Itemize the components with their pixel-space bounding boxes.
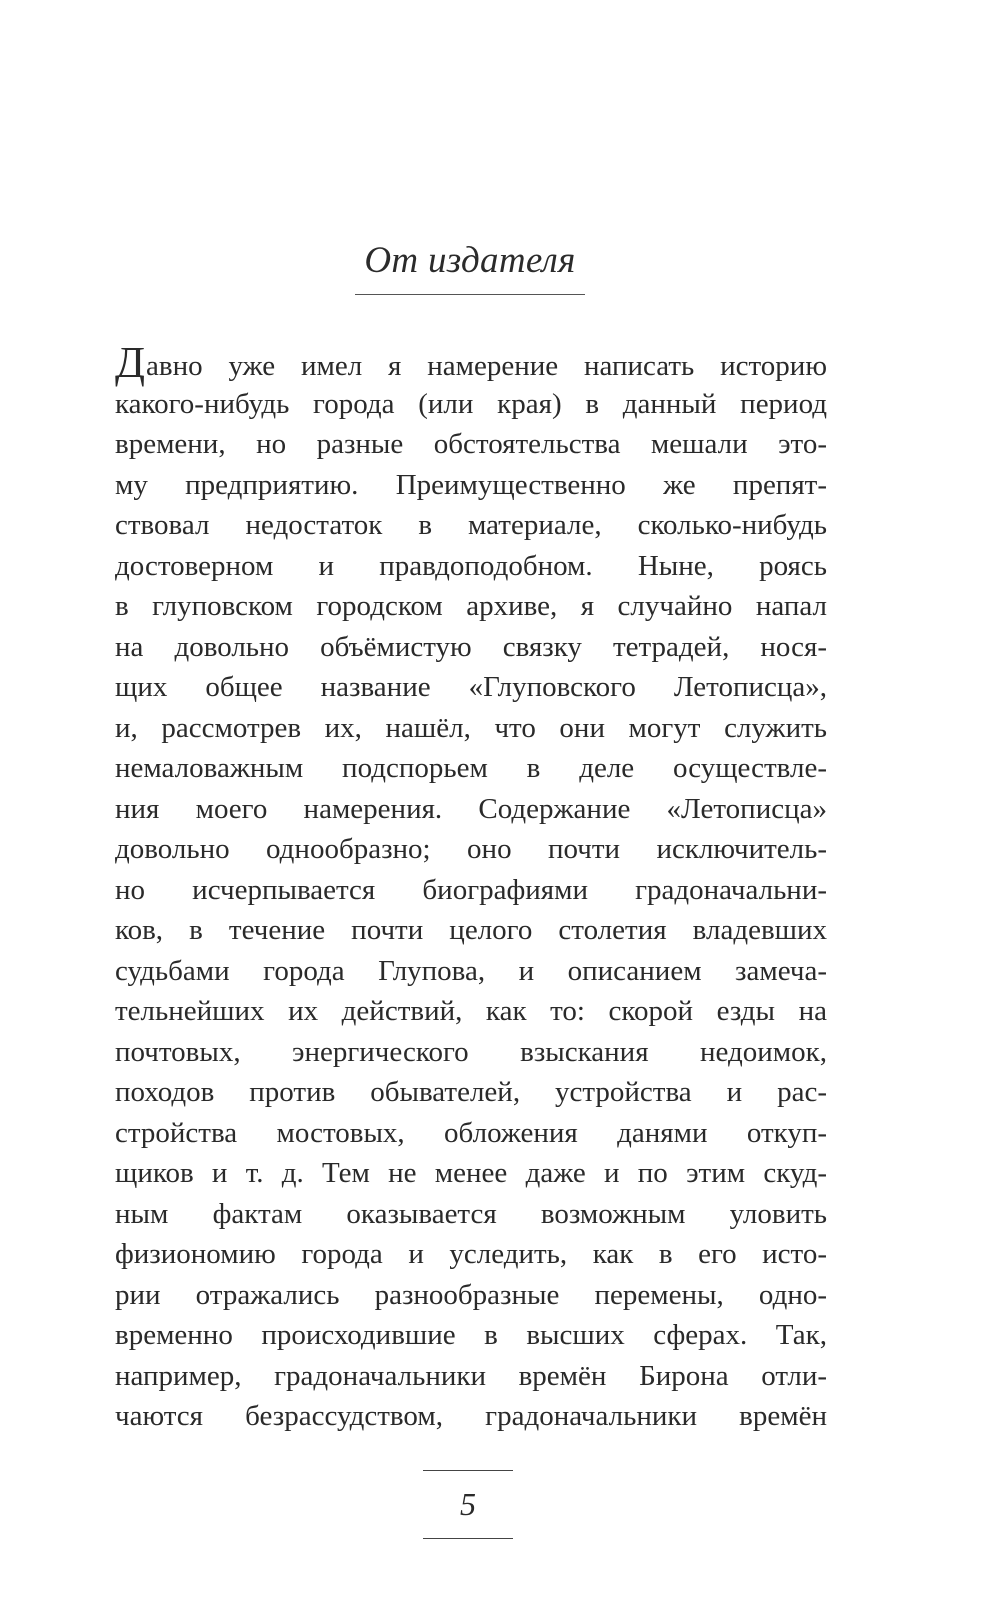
chapter-heading [355,238,585,284]
text-line: походов против обывателей, устройства и рас- [115,1076,827,1108]
text-line: щиков и т. д. Тем не менее даже и по этим скуд- [115,1157,827,1189]
text-line: щих общее название «Глуповского Летописца», [115,671,827,703]
text-line: времени, но разные обстоятельства мешали это- [115,428,827,460]
text-line: чаются безрассудством, градоначальники времён [115,1400,827,1432]
footer-rule-bottom [423,1538,513,1539]
text-line-content: авно уже имел я намерение написать историю [146,350,827,382]
text-line: какого-нибудь города (или края) в данный период [115,387,827,420]
title-underline [355,294,585,295]
footer-rule-top [423,1470,513,1471]
text-line: рии отражались разнообразные перемены, одно- [115,1278,827,1311]
text-line: например, градоначальники времён Бирона отли- [115,1359,827,1392]
text-line: но исчерпывается биографиями градоначальни- [115,873,827,906]
chapter-title: От издателя [364,240,576,281]
text-line: почтовых, энергического взыскания недоимок, [115,1035,827,1068]
text-line: ствовал недостаток в материале, сколько-нибудь [115,509,827,541]
text-line: тельнейших их действий, как то: скорой езды на [115,995,827,1027]
text-line: стройства мостовых, обложения данями откуп- [115,1116,827,1149]
text-line [115,338,827,387]
text-line: ния моего намерения. Содержание «Летописца» [115,792,827,825]
body-paragraph [115,338,827,1437]
drop-cap: Д [115,338,146,387]
text-line: немаловажным подспорьем в деле осуществле- [115,752,827,784]
text-line: ков, в течение почти целого столетия владевших [115,914,827,946]
text-line: достоверном и правдоподобном. Ныне, роясь [115,549,827,582]
text-line: физиономию города и уследить, как в его исто- [115,1238,827,1270]
page-number: 5 [460,1486,476,1522]
text-line: ным фактам оказывается возможным уловить [115,1197,827,1230]
text-line: в глуповском городском архиве, я случайно напал [115,590,827,622]
text-line: довольно однообразно; оно почти исключитель- [115,833,827,865]
text-line: и, рассмотрев их, нашёл, что они могут служить [115,711,827,744]
text-line: временно происходившие в высших сферах. Так, [115,1319,827,1351]
text-line: судьбами города Глупова, и описанием замеча- [115,954,827,987]
text-line: му предприятию. Преимущественно же препят- [115,468,827,501]
text-line: на довольно объёмистую связку тетрадей, нося- [115,630,827,663]
